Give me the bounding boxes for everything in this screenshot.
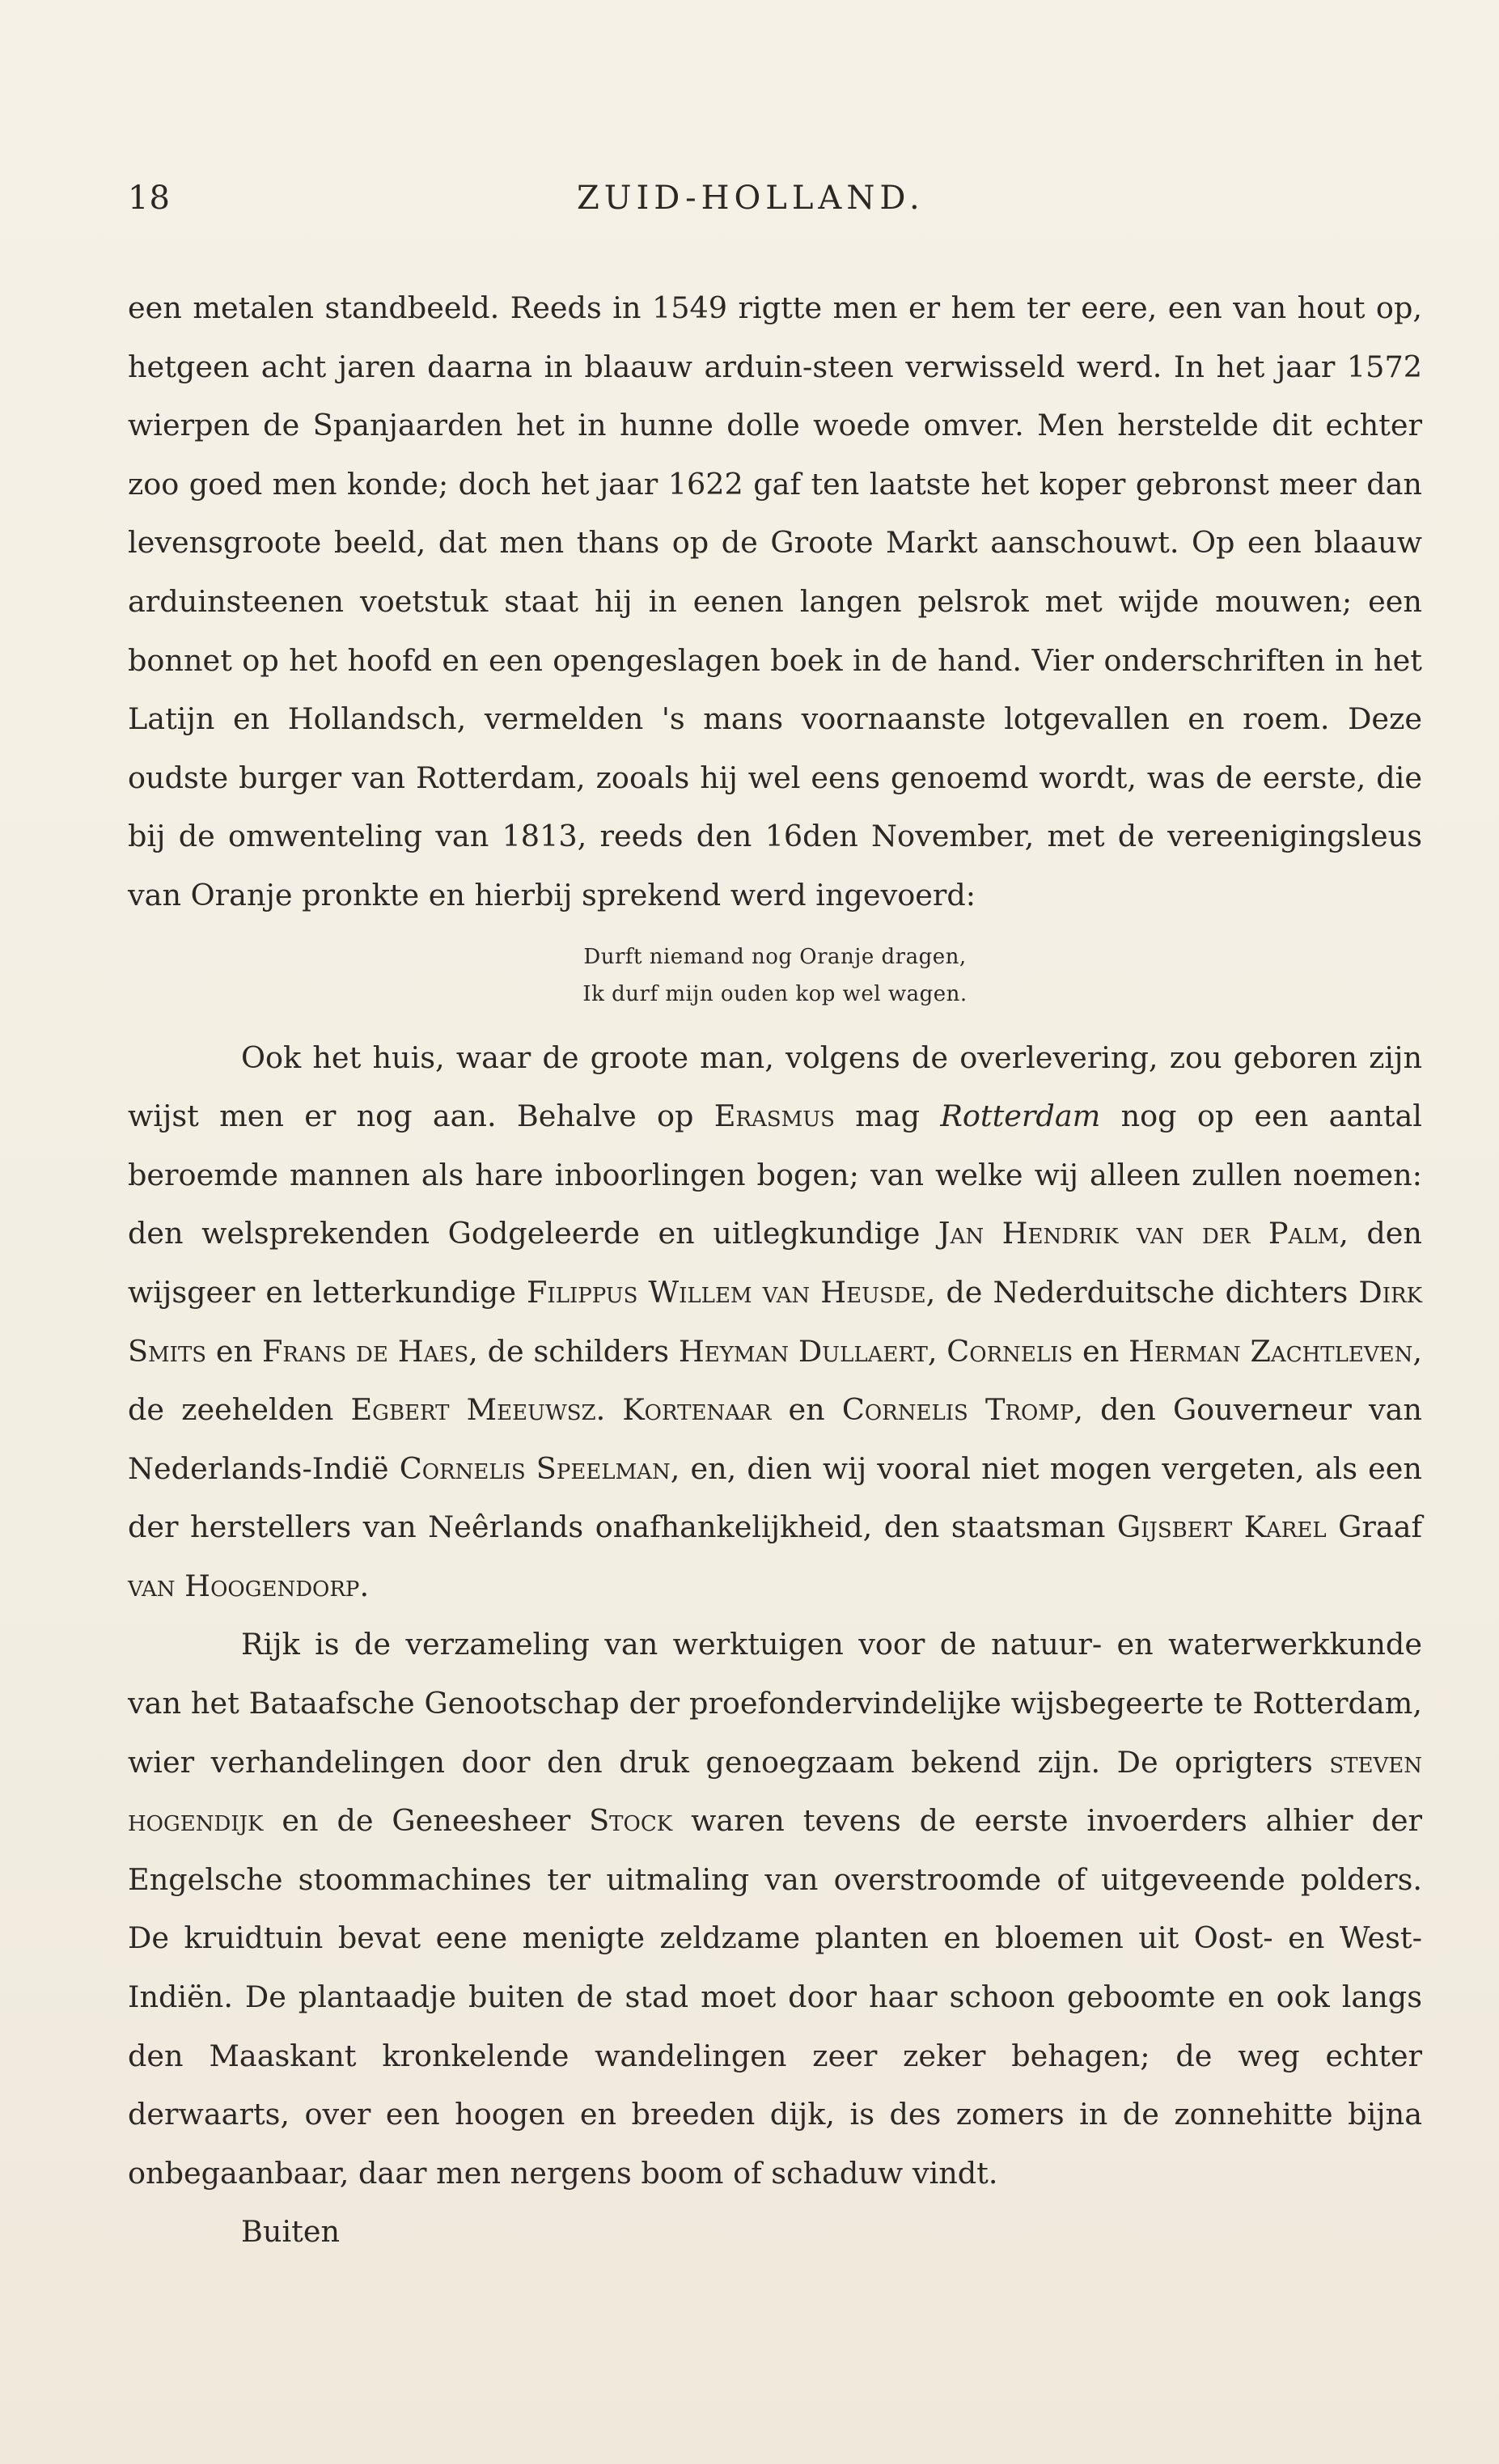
person-name-speelman: Cornelis Speelman <box>399 1450 671 1486</box>
person-name-van-der-palm: Jan Hendrik van der Palm <box>938 1216 1340 1251</box>
verse-line-2: Ik durf mijn ouden kop wel wagen. <box>582 981 968 1006</box>
person-name-tromp: Cornelis Tromp <box>841 1392 1074 1428</box>
text-run: . <box>359 1568 370 1603</box>
text-run: , de Nederduitsche dichters <box>925 1274 1359 1310</box>
text-run: nog op een aantal beroemde mannen als hare inboorlingen bogen; van welke wij alleen zullen noemen: den welsprekenden Godgeleerde en uitlegkundige <box>128 1099 1422 1251</box>
paragraph-famous-men <box>128 1029 1422 1616</box>
person-name-stock: Stock <box>589 1803 673 1839</box>
text-run: mag <box>834 1099 941 1134</box>
person-name-van-hoogendorp: van Hoogendorp <box>128 1568 360 1603</box>
text-run: , <box>927 1333 947 1369</box>
text-run: en <box>206 1333 262 1369</box>
text-run: Graaf <box>1326 1509 1422 1545</box>
text-run: , en, dien wij vooral niet mogen vergeten, als een der herstellers van Neêrlands onafhankelijkheid, den staatsman <box>128 1450 1422 1545</box>
verse-quotation <box>128 938 1422 1013</box>
person-name-smits: Dirk Smits <box>128 1274 1422 1369</box>
person-name-hogendijk: steven hogendijk <box>128 1744 1422 1839</box>
person-name-erasmus: Erasmus <box>714 1099 835 1134</box>
paragraph-statue-text: een metalen standbeeld. Reeds in 1549 rigtte men er hem ter eere, een van hout op, hetgeen acht jaren daarna in blaauw arduin-steen verwisseld werd. In het jaar 1572 wierpen de Spanjaarden het in hunne dolle woede omver. Men herstelde dit echter zoo goed men konde; doch het jaar 1622 gaf ten laatste het koper gebronst meer dan levensgroote beeld, dat men thans op de Groote Markt aanschouwt. Op een blaauw arduinsteenen voetstuk staat hij in eenen langen pelsrok met wijde mouwen; een bonnet op het hoofd en een opengeslagen boek in de hand. Vier onderschriften in het Latijn en Hollandsch, vermelden 's mans voornaanste lotgevallen en roem. Deze oudste burger van Rotterdam, zooals hij wel eens genoemd wordt, was de eerste, die bij de omwenteling van 1813, reeds den 16den November, met de vereenigingsleus van Oranje pronkte en hierbij sprekend werd ingevoerd: <box>128 290 1422 912</box>
text-run: en de Geneesheer <box>263 1803 590 1839</box>
person-name-kortenaar: Egbert Meeuwsz. Kortenaar <box>350 1392 772 1428</box>
verse-line-1: Durft niemand nog Oranje dragen, <box>583 944 967 969</box>
running-title: ZUID-HOLLAND. <box>577 180 925 217</box>
text-run: , den wijsgeer en letterkundige <box>128 1216 1422 1310</box>
page-number: 18 <box>128 180 171 217</box>
person-name-van-heusde: Filippus Willem van Heusde <box>527 1274 926 1310</box>
body-text <box>128 279 1422 2262</box>
text-run: , de schilders <box>468 1333 679 1369</box>
text-run: waren tevens de eerste invoerders alhier der Engelsche stoommachines ter uitmaling van overstroomde of uitgeveende polders. De kruidtuin bevat eene menigte zeldzame planten en bloemen uit Oost- en West-Indiën. De plantaadje buiten de stad moet door haar schoon geboomte en ook langs den Maaskant kronkelende wandelingen zeer zeker behagen; de weg echter derwaarts, over een hoogen en breeden dijk, is des zomers in de zonnehitte bijna onbegaanbaar, daar men nergens boom of schaduw vindt. <box>128 1803 1422 2191</box>
text-run: , den Gouverneur van Nederlands-Indië <box>128 1392 1422 1486</box>
text-run: Ook het huis, waar de groote man, volgens de overlevering, zou geboren zijn wijst men er nog aan. Behalve op <box>128 1039 1422 1134</box>
place-name-rotterdam: Rotterdam <box>940 1099 1101 1134</box>
person-name-gijsbert-karel: Gijsbert Karel <box>1116 1509 1327 1545</box>
text-run: , de zeehelden <box>128 1333 1423 1428</box>
page-header <box>128 180 1422 236</box>
text-run: en <box>1073 1333 1129 1369</box>
paragraph-collections <box>128 1615 1422 2203</box>
paragraph-statue <box>128 279 1422 925</box>
text-run: Rijk is de verzameling van werktuigen voor de natuur- en waterwerkkunde van het Bataafsche Genootschap der proefondervindelijke wijsbegeerte te Rotterdam, wier verhandelingen door den druk genoegzaam bekend zijn. De oprigters <box>128 1627 1422 1780</box>
catchword: Buiten <box>241 2214 341 2250</box>
text-run: en <box>771 1392 842 1428</box>
person-name-de-haes: Frans de Haes <box>261 1333 469 1369</box>
person-name-cornelis: Cornelis <box>946 1333 1073 1369</box>
person-name-zachtleven: Herman Zachtleven <box>1128 1333 1413 1369</box>
person-name-dullaert: Heyman Dullaert <box>678 1333 928 1369</box>
